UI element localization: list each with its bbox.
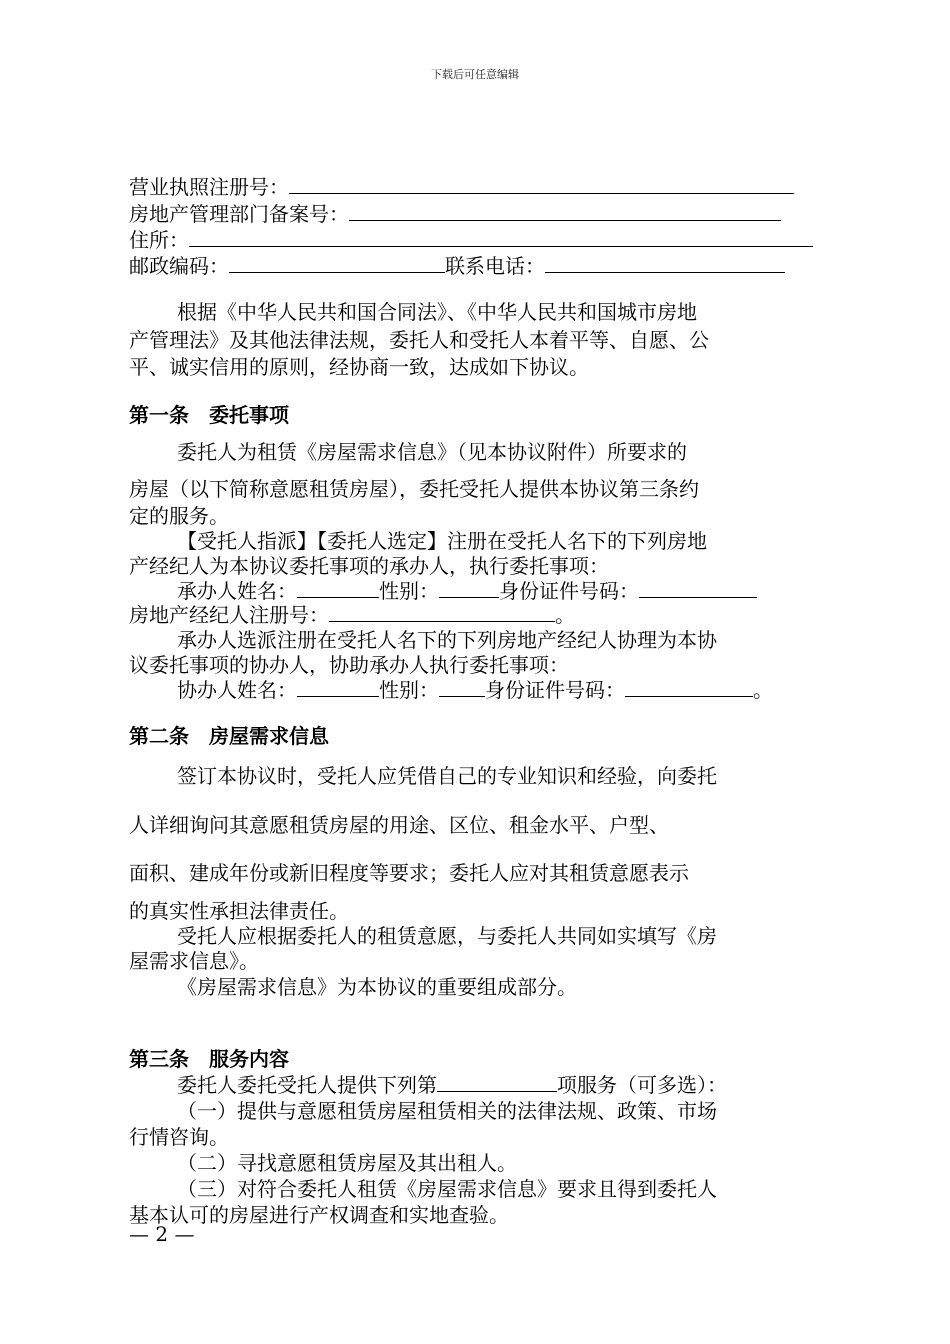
agent-name-blank[interactable]: [297, 579, 379, 598]
article-3-title: 第三条 服务内容: [129, 1047, 289, 1071]
art1-p1-line-1: 委托人为租赁《房屋需求信息》（见本协议附件）所要求的: [177, 440, 687, 464]
agent-id-label: 身份证件号码：: [499, 579, 639, 603]
agent-id-blank[interactable]: [639, 579, 757, 598]
art3-item3-line-1: （三）对符合委托人租赁《房屋需求信息》要求且得到委托人: [177, 1177, 717, 1201]
intro-line-2: 产管理法》及其他法律法规，委托人和受托人本着平等、自愿、公: [129, 328, 709, 352]
license-label: 营业执照注册号：: [129, 175, 289, 199]
art3-lead-prefix: 委托人委托受托人提供下列第: [177, 1073, 437, 1097]
license-field-row: [129, 175, 794, 199]
record-field-row: [129, 202, 781, 226]
assistant-gender-label: 性别：: [379, 678, 439, 702]
art3-lead-row: [177, 1073, 727, 1097]
art3-item2: （二）寻找意愿租赁房屋及其出租人。: [177, 1151, 517, 1175]
art2-p2-line-1: 受托人应根据委托人的租赁意愿，与委托人共同如实填写《房: [177, 924, 717, 948]
art2-p2-line-2: 屋需求信息》。: [129, 949, 259, 973]
art1-p2-line-1: 【受托人指派】【委托人选定】注册在受托人名下的下列房地: [177, 529, 707, 553]
art1-p3-line-1: 承办人选派注册在受托人名下的下列房地产经纪人协理为本协: [177, 628, 717, 652]
art1-p1-line-2: 房屋（以下简称意愿租赁房屋），委托受托人提供本协议第三条约: [129, 477, 699, 501]
assistant-name-label: 协办人姓名：: [177, 678, 297, 702]
postcode-label: 邮政编码：: [129, 254, 229, 278]
agent-reg-label: 房地产经纪人注册号：: [129, 603, 329, 627]
assistant-period: 。: [753, 678, 773, 702]
article-1-title: 第一条 委托事项: [129, 403, 289, 427]
art3-lead-suffix: 项服务（可多选）：: [557, 1073, 727, 1097]
agent-field-row: [177, 579, 757, 603]
art2-p1-line-1: 签订本协议时，受托人应凭借自己的专业知识和经验，向委托: [177, 764, 717, 788]
record-blank[interactable]: [349, 202, 781, 221]
postcode-blank[interactable]: [229, 254, 445, 273]
address-field-row: [129, 228, 813, 252]
agent-name-label: 承办人姓名：: [177, 579, 297, 603]
agent-reg-period: 。: [555, 603, 575, 627]
address-blank[interactable]: [189, 228, 813, 247]
art2-p3: 《房屋需求信息》为本协议的重要组成部分。: [177, 975, 577, 999]
intro-line-3: 平、诚实信用的原则，经协商一致，达成如下协议。: [129, 355, 589, 379]
agent-reg-blank[interactable]: [329, 603, 555, 622]
agent-reg-row: [129, 603, 575, 627]
agent-gender-blank[interactable]: [439, 579, 499, 598]
page-number: — 2 —: [129, 1222, 195, 1246]
assistant-gender-blank[interactable]: [439, 678, 485, 697]
agent-gender-label: 性别：: [379, 579, 439, 603]
art1-p3-line-2: 议委托事项的协办人，协助承办人执行委托事项：: [129, 653, 569, 677]
art2-p1-line-3: 面积、建成年份或新旧程度等要求；委托人应对其租赁意愿表示: [129, 861, 689, 885]
art3-item1-line-2: 行情咨询。: [129, 1125, 229, 1149]
address-label: 住所：: [129, 228, 189, 252]
service-items-blank[interactable]: [437, 1073, 557, 1092]
phone-label: 联系电话：: [445, 254, 545, 278]
art3-item1-line-1: （一）提供与意愿租赁房屋租赁相关的法律法规、政策、市场: [177, 1099, 717, 1123]
art3-item3-line-2: 基本认可的房屋进行产权调查和实地查验。: [129, 1203, 509, 1227]
phone-blank[interactable]: [545, 254, 785, 273]
assistant-name-blank[interactable]: [297, 678, 379, 697]
assistant-id-blank[interactable]: [625, 678, 753, 697]
intro-line-1: 根据《中华人民共和国合同法》、《中华人民共和国城市房地: [177, 300, 697, 324]
postcode-phone-row: [129, 254, 785, 278]
assistant-field-row: [177, 678, 773, 702]
art1-p1-line-3: 定的服务。: [129, 504, 229, 528]
header-note: 下载后可任意编辑: [431, 68, 519, 81]
art1-p2-line-2: 产经纪人为本协议委托事项的承办人，执行委托事项：: [129, 554, 609, 578]
record-label: 房地产管理部门备案号：: [129, 202, 349, 226]
assistant-id-label: 身份证件号码：: [485, 678, 625, 702]
art2-p1-line-4: 的真实性承担法律责任。: [129, 899, 349, 923]
art2-p1-line-2: 人详细询问其意愿租赁房屋的用途、区位、租金水平、户型、: [129, 813, 669, 837]
article-2-title: 第二条 房屋需求信息: [129, 724, 329, 748]
license-blank[interactable]: [289, 175, 794, 194]
